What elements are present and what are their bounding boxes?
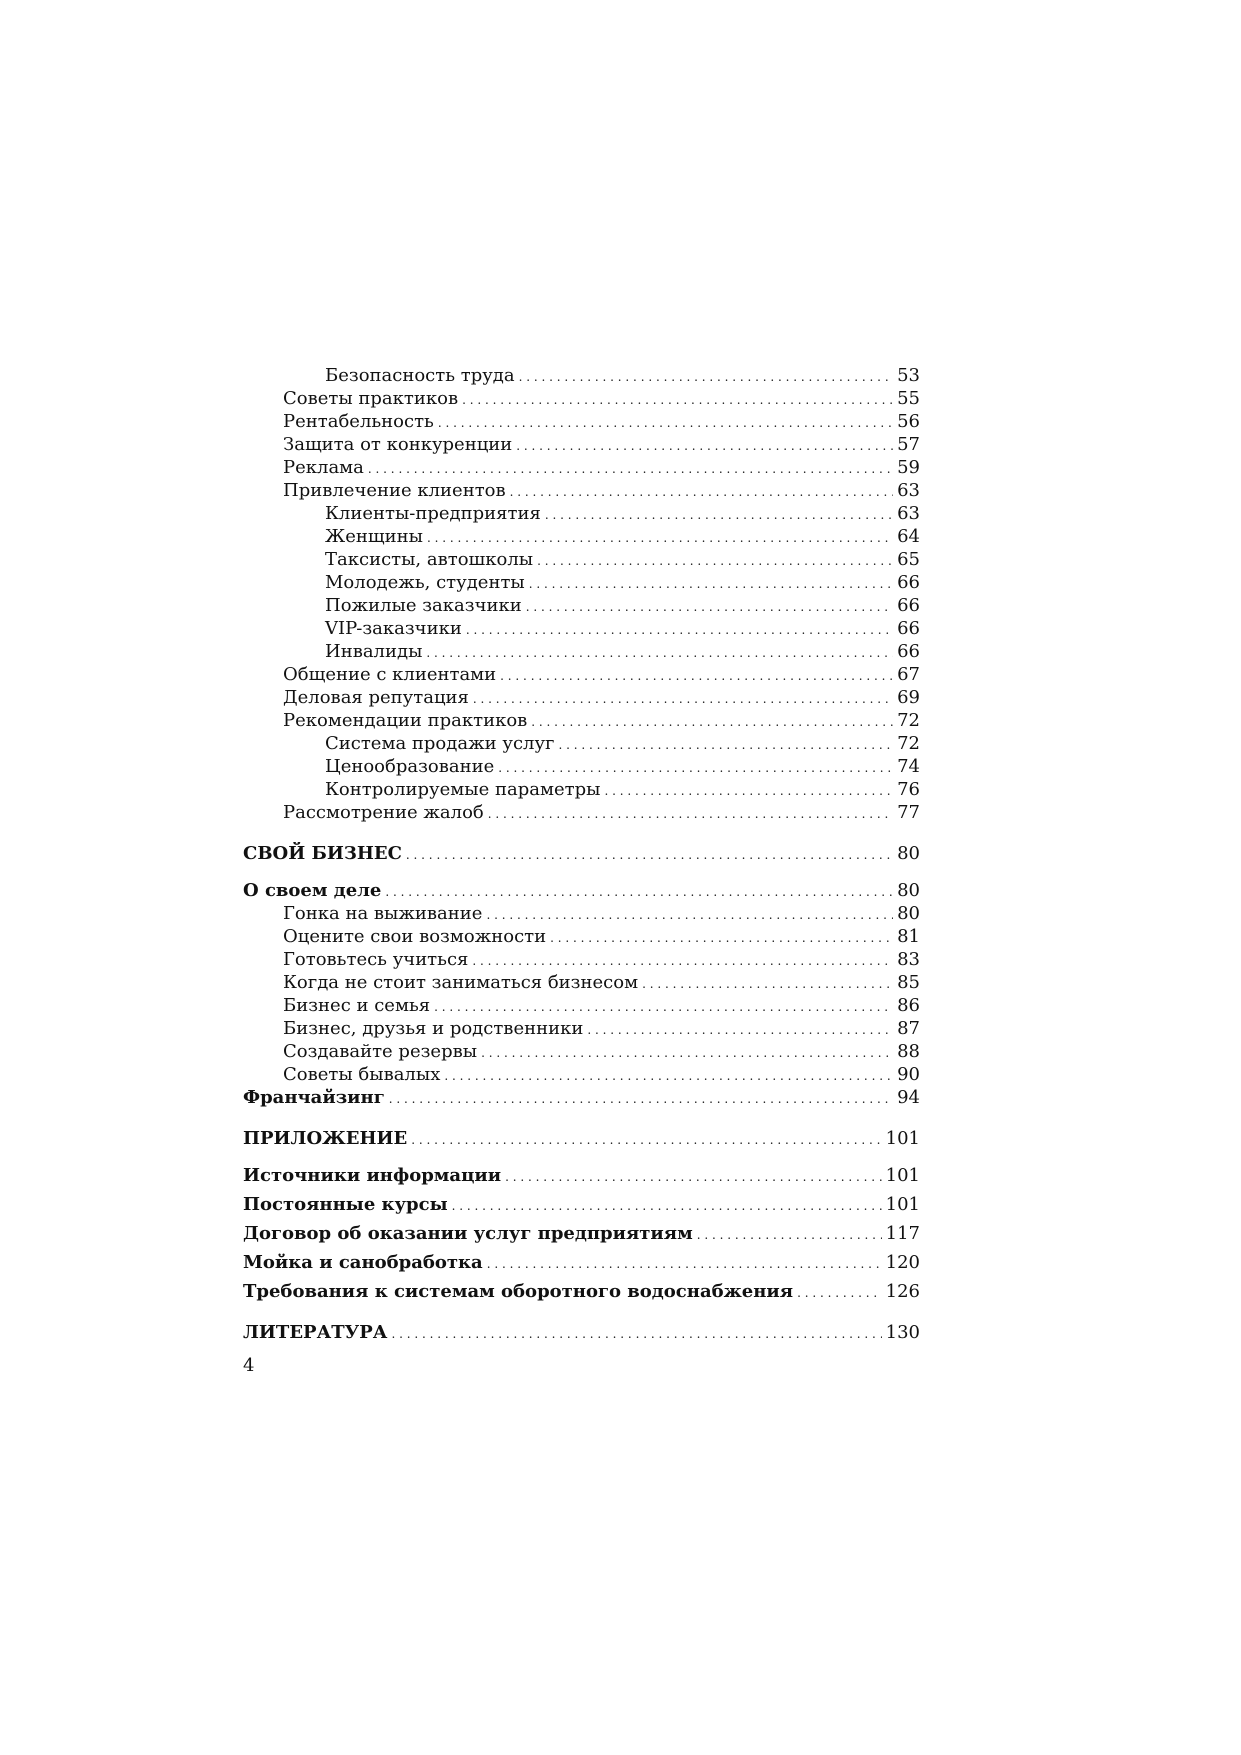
toc-entry-page: 53 bbox=[897, 365, 920, 386]
toc-chapter-entry bbox=[243, 879, 920, 902]
toc-chapter-entry bbox=[243, 1164, 920, 1187]
toc-entry-title: Бизнес и семья bbox=[283, 995, 431, 1016]
toc-entry-page: 80 bbox=[897, 843, 920, 864]
toc-section-heading bbox=[243, 1321, 920, 1344]
toc-leader bbox=[472, 948, 893, 971]
toc-entry-title: Женщины bbox=[325, 526, 423, 547]
toc-leader bbox=[462, 387, 893, 410]
toc-entry-title: Когда не стоит заниматься бизнесом bbox=[283, 972, 639, 993]
toc-entry-title: Бизнес, друзья и родственники bbox=[283, 1018, 584, 1039]
toc-leader bbox=[519, 364, 893, 387]
toc-leader bbox=[500, 663, 893, 686]
toc-entry-title: Готовьтесь учиться bbox=[283, 949, 469, 970]
toc-entry-title: Оцените свои возможности bbox=[283, 926, 547, 947]
toc-leader bbox=[487, 1251, 882, 1274]
toc-entry-page: 76 bbox=[897, 779, 920, 800]
toc-entry bbox=[243, 387, 920, 410]
toc-entry-title: VIP-заказчики bbox=[325, 618, 462, 639]
toc-chapter-entry bbox=[243, 1086, 920, 1109]
table-of-contents bbox=[243, 364, 920, 1344]
toc-entry-page: 101 bbox=[885, 1194, 920, 1215]
page-number: 4 bbox=[243, 1355, 255, 1376]
toc-chapter-entry bbox=[243, 1251, 920, 1274]
toc-entry-page: 67 bbox=[897, 664, 920, 685]
toc-entry-page: 83 bbox=[897, 949, 920, 970]
toc-leader bbox=[604, 778, 893, 801]
toc-entry-title: О своем деле bbox=[243, 880, 382, 901]
toc-leader bbox=[434, 994, 893, 1017]
toc-leader bbox=[391, 1321, 881, 1344]
toc-entry-title: ПРИЛОЖЕНИЕ bbox=[243, 1128, 408, 1149]
toc-entry-page: 64 bbox=[897, 526, 920, 547]
toc-entry bbox=[243, 571, 920, 594]
toc-entry-title: Деловая репутация bbox=[283, 687, 469, 708]
toc-leader bbox=[697, 1222, 882, 1245]
toc-entry bbox=[243, 617, 920, 640]
toc-entry-page: 130 bbox=[885, 1322, 920, 1343]
toc-entry-title: Советы практиков bbox=[283, 388, 459, 409]
toc-leader bbox=[531, 709, 893, 732]
toc-entry bbox=[243, 525, 920, 548]
toc-entry bbox=[243, 732, 920, 755]
toc-entry-title: Контролируемые параметры bbox=[325, 779, 601, 800]
toc-leader bbox=[797, 1280, 882, 1303]
toc-entry-page: 94 bbox=[897, 1087, 920, 1108]
toc-entry bbox=[243, 502, 920, 525]
toc-entry-title: Клиенты-предприятия bbox=[325, 503, 541, 524]
toc-entry-page: 65 bbox=[897, 549, 920, 570]
toc-entry-title: Постоянные курсы bbox=[243, 1194, 448, 1215]
toc-entry-page: 72 bbox=[897, 710, 920, 731]
toc-entry-title: ЛИТЕРАТУРА bbox=[243, 1322, 388, 1343]
toc-entry-page: 59 bbox=[897, 457, 920, 478]
toc-entry-title: Защита от конкуренции bbox=[283, 434, 513, 455]
toc-entry-page: 90 bbox=[897, 1064, 920, 1085]
toc-entry-title: Молодежь, студенты bbox=[325, 572, 525, 593]
toc-entry-page: 81 bbox=[897, 926, 920, 947]
toc-entry bbox=[243, 925, 920, 948]
toc-entry-title: Мойка и санобработка bbox=[243, 1252, 483, 1273]
toc-entry-title: Требования к системам оборотного водоснабжения bbox=[243, 1281, 794, 1302]
toc-entry bbox=[243, 364, 920, 387]
toc-entry bbox=[243, 548, 920, 571]
toc-entry bbox=[243, 410, 920, 433]
toc-leader bbox=[587, 1017, 893, 1040]
toc-entry bbox=[243, 663, 920, 686]
toc-leader bbox=[444, 1063, 893, 1086]
toc-leader bbox=[466, 617, 893, 640]
toc-leader bbox=[550, 925, 893, 948]
toc-entry-title: Советы бывалых bbox=[283, 1064, 441, 1085]
toc-entry bbox=[243, 1017, 920, 1040]
toc-entry-title: СВОЙ БИЗНЕС bbox=[243, 843, 402, 864]
toc-entry-page: 120 bbox=[885, 1252, 920, 1273]
toc-section-heading bbox=[243, 1127, 920, 1150]
toc-entry bbox=[243, 994, 920, 1017]
toc-leader bbox=[505, 1164, 882, 1187]
toc-leader bbox=[516, 433, 893, 456]
toc-leader bbox=[427, 525, 893, 548]
toc-entry-page: 66 bbox=[897, 641, 920, 662]
toc-entry-page: 85 bbox=[897, 972, 920, 993]
toc-entry-page: 66 bbox=[897, 572, 920, 593]
toc-entry-page: 55 bbox=[897, 388, 920, 409]
toc-leader bbox=[559, 732, 894, 755]
toc-entry-page: 101 bbox=[885, 1165, 920, 1186]
toc-entry-title: Создавайте резервы bbox=[283, 1041, 478, 1062]
toc-entry-title: Инвалиды bbox=[325, 641, 423, 662]
toc-chapter-entry bbox=[243, 1222, 920, 1245]
toc-entry-page: 74 bbox=[897, 756, 920, 777]
toc-entry bbox=[243, 948, 920, 971]
toc-leader bbox=[498, 755, 893, 778]
toc-entry bbox=[243, 755, 920, 778]
toc-section-heading bbox=[243, 842, 920, 865]
toc-entry-title: Гонка на выживание bbox=[283, 903, 483, 924]
toc-leader bbox=[438, 410, 893, 433]
toc-entry bbox=[243, 709, 920, 732]
toc-entry bbox=[243, 594, 920, 617]
toc-entry bbox=[243, 686, 920, 709]
toc-entry bbox=[243, 433, 920, 456]
toc-entry bbox=[243, 1040, 920, 1063]
toc-entry-page: 66 bbox=[897, 595, 920, 616]
toc-entry bbox=[243, 479, 920, 502]
toc-entry-page: 126 bbox=[885, 1281, 920, 1302]
toc-leader bbox=[473, 686, 893, 709]
toc-leader bbox=[545, 502, 893, 525]
toc-entry-title: Договор об оказании услуг предприятиям bbox=[243, 1223, 693, 1244]
toc-entry-title: Франчайзинг bbox=[243, 1087, 385, 1108]
toc-entry-page: 72 bbox=[897, 733, 920, 754]
toc-chapter-entry bbox=[243, 1280, 920, 1303]
toc-leader bbox=[406, 842, 893, 865]
toc-entry bbox=[243, 456, 920, 479]
toc-entry-title: Рентабельность bbox=[283, 411, 434, 432]
toc-entry-page: 77 bbox=[897, 802, 920, 823]
toc-leader bbox=[385, 879, 893, 902]
toc-leader bbox=[510, 479, 893, 502]
toc-leader bbox=[526, 594, 893, 617]
toc-chapter-entry bbox=[243, 1193, 920, 1216]
toc-entry-page: 101 bbox=[885, 1128, 920, 1149]
toc-entry-title: Источники информации bbox=[243, 1165, 502, 1186]
toc-entry-page: 80 bbox=[897, 903, 920, 924]
toc-entry-page: 88 bbox=[897, 1041, 920, 1062]
toc-entry-page: 86 bbox=[897, 995, 920, 1016]
toc-entry-title: Система продажи услуг bbox=[325, 733, 555, 754]
toc-entry-page: 56 bbox=[897, 411, 920, 432]
toc-entry-title: Таксисты, автошколы bbox=[325, 549, 534, 570]
toc-entry-title: Пожилые заказчики bbox=[325, 595, 522, 616]
toc-leader bbox=[481, 1040, 893, 1063]
toc-entry-title: Рекомендации практиков bbox=[283, 710, 528, 731]
toc-entry bbox=[243, 640, 920, 663]
toc-entry bbox=[243, 971, 920, 994]
toc-entry-page: 66 bbox=[897, 618, 920, 639]
toc-leader bbox=[642, 971, 893, 994]
toc-leader bbox=[529, 571, 893, 594]
toc-leader bbox=[486, 902, 893, 925]
toc-entry-page: 87 bbox=[897, 1018, 920, 1039]
toc-entry bbox=[243, 801, 920, 824]
toc-entry bbox=[243, 1063, 920, 1086]
toc-leader bbox=[452, 1193, 882, 1216]
toc-entry-title: Реклама bbox=[283, 457, 364, 478]
toc-entry-page: 117 bbox=[885, 1223, 920, 1244]
toc-entry-page: 80 bbox=[897, 880, 920, 901]
toc-entry-page: 57 bbox=[897, 434, 920, 455]
toc-leader bbox=[426, 640, 893, 663]
toc-entry-page: 63 bbox=[897, 480, 920, 501]
toc-leader bbox=[488, 801, 893, 824]
toc-entry-title: Привлечение клиентов bbox=[283, 480, 506, 501]
toc-entry-title: Безопасность труда bbox=[325, 365, 515, 386]
toc-entry-title: Ценообразование bbox=[325, 756, 495, 777]
toc-entry-title: Рассмотрение жалоб bbox=[283, 802, 484, 823]
toc-entry bbox=[243, 778, 920, 801]
toc-entry-page: 69 bbox=[897, 687, 920, 708]
toc-leader bbox=[389, 1086, 893, 1109]
toc-leader bbox=[411, 1127, 881, 1150]
toc-leader bbox=[368, 456, 893, 479]
toc-leader bbox=[537, 548, 893, 571]
toc-entry bbox=[243, 902, 920, 925]
toc-entry-page: 63 bbox=[897, 503, 920, 524]
toc-entry-title: Общение с клиентами bbox=[283, 664, 497, 685]
